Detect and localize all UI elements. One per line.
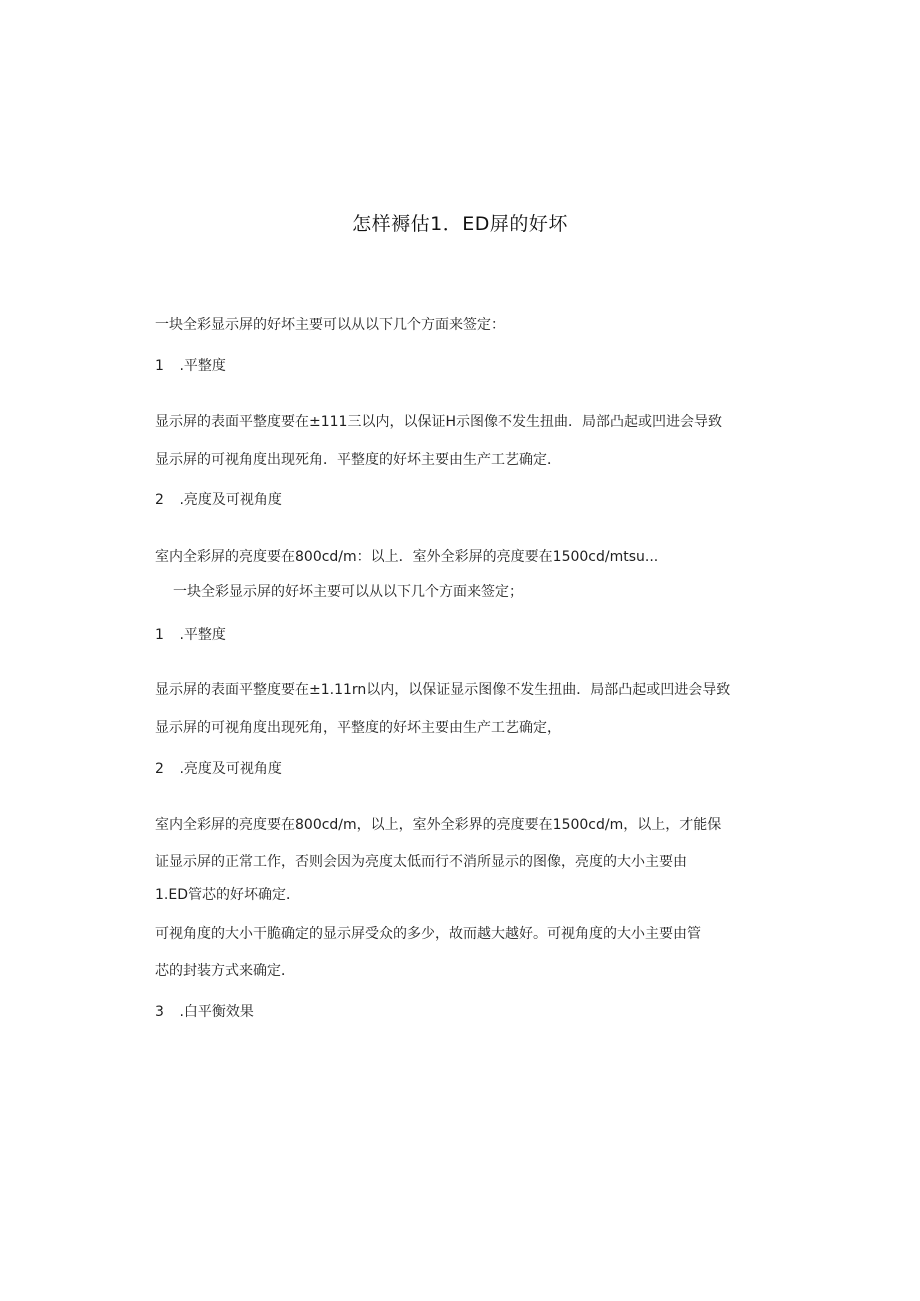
document-title: 怎样褥估1．ED屏的好坏 <box>352 213 568 235</box>
paragraph-line: 可视角度的大小干脆确定的显示屏受众的多少，故而越大越好。可视角度的大小主要由管 <box>155 926 701 942</box>
paragraph-line: 显示屏的表面平整度要在±1.11rn以内，以保证显示图像不发生扭曲．局部凸起或凹进会导致 <box>155 682 731 698</box>
section-number: 1 <box>155 358 164 374</box>
section-label: .白平衡效果 <box>179 1004 254 1020</box>
section-heading-flatness <box>155 626 226 644</box>
section-label: .亮度及可视角度 <box>179 492 282 508</box>
section-heading-flatness <box>155 357 226 375</box>
section-number: 3 <box>155 1004 164 1020</box>
paragraph-line: 显示屏的可视角度出现死角，平整度的好坏主要由生产工艺确定， <box>155 720 561 736</box>
section-number: 2 <box>155 492 164 508</box>
paragraph-line: 室内全彩屏的亮度要在800cd/m：以上．室外全彩屏的亮度要在1500cd/mtsu... <box>155 549 659 565</box>
intro-paragraph-repeat: 一块全彩显示屏的好坏主要可以从以下几个方面来签定； <box>173 584 523 600</box>
section-number: 2 <box>155 761 164 777</box>
paragraph-line: 芯的封装方式来确定． <box>155 963 295 979</box>
section-label: .亮度及可视角度 <box>179 761 282 777</box>
paragraph-line: 显示屏的表面平整度要在±111三以内，以保证H示图像不发生扭曲．局部凸起或凹进会导致 <box>155 414 722 430</box>
section-label: .平整度 <box>179 627 226 643</box>
section-label: .平整度 <box>179 358 226 374</box>
paragraph-line: 1.ED管芯的好坏确定． <box>155 887 300 903</box>
paragraph-line: 显示屏的可视角度出现死角．平整度的好坏主要由生产工艺确定． <box>155 452 561 468</box>
section-heading-white-balance <box>155 1003 254 1021</box>
intro-paragraph: 一块全彩显示屏的好坏主要可以从以下几个方面来签定： <box>155 317 505 333</box>
paragraph-line: 证显示屏的正常工作，否则会因为亮度太低而行不消所显示的图像，亮度的大小主要由 <box>155 854 687 870</box>
section-heading-brightness <box>155 491 282 509</box>
paragraph-line: 室内全彩屏的亮度要在800cd∕m，以上，室外全彩界的亮度要在1500cd/m，以上，才能保 <box>155 817 722 833</box>
section-heading-brightness <box>155 760 282 778</box>
section-number: 1 <box>155 627 164 643</box>
